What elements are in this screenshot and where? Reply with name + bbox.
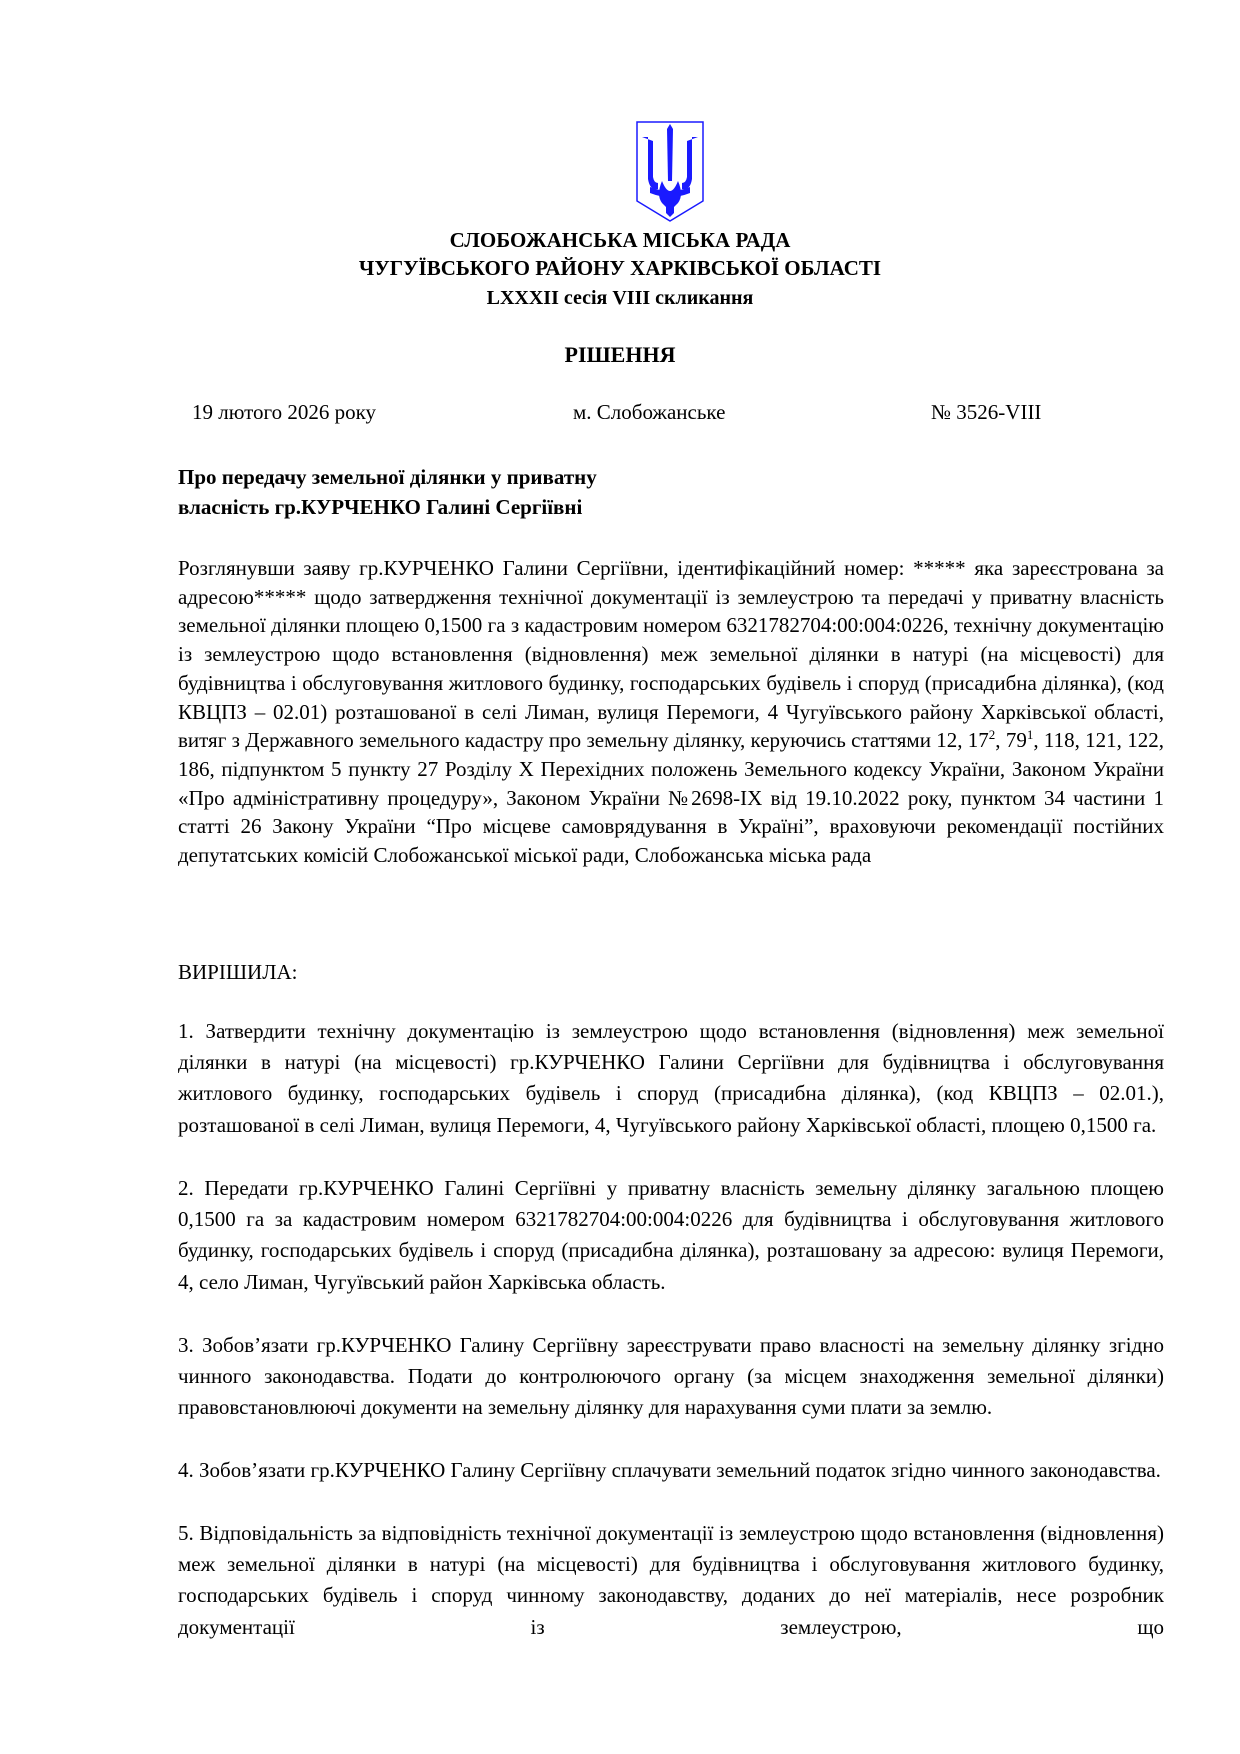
decision-subject — [178, 462, 597, 522]
district-name: ЧУГУЇВСЬКОГО РАЙОНУ ХАРКІВСЬКОЇ ОБЛАСТІ — [358, 256, 882, 280]
decision-item-1: 1. Затвердити технічну документацію із землеустрою щодо встановлення (відновлення) меж земельної ділянки в натурі (на місцевості) гр.КУРЧЕНКО Галини Сергіївни для будівництва і обслуговування житлового будинку, господарських будівель і споруд (присадибна ділянка), (код КВЦПЗ – 02.01.), розташованої в селі Лиман, вулиця Перемоги, 4, Чугуївського району Харківської області, площею 0,1500 га. — [178, 1019, 1164, 1137]
decision-number: № 3526-VIII — [931, 400, 1042, 424]
decision-item-3: 3. Зобов’язати гр.КУРЧЕНКО Галину Сергіївну зареєструвати право власності на земельну ділянку згідно чинного законодавства. Подати до контролюючого органу (за місцем знаходження земельної ділянки) правовстановлюючі документи на земельну ділянку для нарахування суми плати за землю. — [178, 1333, 1164, 1420]
preamble-part-2: , 79 — [995, 728, 1027, 753]
document-type: РІШЕННЯ — [564, 342, 676, 367]
council-name: СЛОБОЖАНСЬКА МІСЬКА РАДА — [449, 228, 791, 252]
preamble-part-3: , 118, 121, 122, 186, підпунктом 5 пункту 27 Розділу Х Перехідних положень Земельного кодексу України, Законом України «Про адміністративну процедуру», Законом України №2698-IX від 19.10.2022 року, пунктом 34 частини 1 статті 26 Закону України “Про місцеве самоврядування в Україні”, враховуючи рекомендації постійних депутатських комісій Слобожанської міської ради, Слобожанська міська рада — [178, 728, 1164, 868]
preamble-paragraph — [178, 554, 1164, 870]
decision-item-5: 5. Відповідальність за відповідність технічної документації із землеустрою щодо встановлення (відновлення) меж земельної ділянки в натурі (на місцевості) для будівництва і обслуговування житлового будинку, господарських будівель і споруд чинному законодавству, доданих до неї матеріалів, несе розробник документації із землеустрою, що — [178, 1521, 1164, 1639]
coat-of-arms-icon — [636, 121, 704, 222]
decided-label: ВИРІШИЛА: — [178, 960, 298, 984]
superscript-1: 2 — [988, 727, 996, 743]
subject-line-1: Про передачу земельної ділянки у приватну — [178, 465, 597, 489]
decision-date: 19 лютого 2026 року — [192, 400, 377, 424]
subject-line-2: власність гр.КУРЧЕНКО Галині Сергіївні — [178, 495, 583, 519]
decision-item-2: 2. Передати гр.КУРЧЕНКО Галині Сергіївні у приватну власність земельну ділянку загальною площею 0,1500 га за кадастровим номером 6321782704:00:004:0226 для будівництва і обслуговування житлового будинку, господарських будівель і споруд (присадибна ділянка), розташовану за адресою: вулиця Перемоги, 4, село Лиман, Чугуївський район Харківська область. — [178, 1176, 1164, 1294]
decision-place: м. Слобожанське — [573, 400, 726, 424]
preamble-part-1: Розглянувши заяву гр.КУРЧЕНКО Галини Сергіївни, ідентифікаційний номер: ***** яка зареєстрована за адресою***** щодо затвердження технічної документації із землеустрою та передачі у приватну власність земельної ділянки площею 0,1500 га з кадастровим номером 6321782704:00:004:0226, технічну документацію із землеустрою щодо встановлення (відновлення) меж земельної ділянки в натурі (на місцевості) для будівництва і обслуговування житлового будинку, господарських будівель і споруд (присадибна ділянка), (код КВЦПЗ – 02.01) розташованої в селі Лиман, вулиця Перемоги, 4 Чугуївського району Харківської області, витяг з Державного земельного кадастру про земельну ділянку, керуючись статтями 12, 17 — [178, 556, 1164, 753]
decision-item-4: 4. Зобов’язати гр.КУРЧЕНКО Галину Сергіївну сплачувати земельний податок згідно чинного законодавства. — [178, 1458, 1161, 1482]
superscript-2: 1 — [1026, 727, 1034, 743]
session-info: LXXXII сесія VIII скликання — [486, 287, 754, 309]
